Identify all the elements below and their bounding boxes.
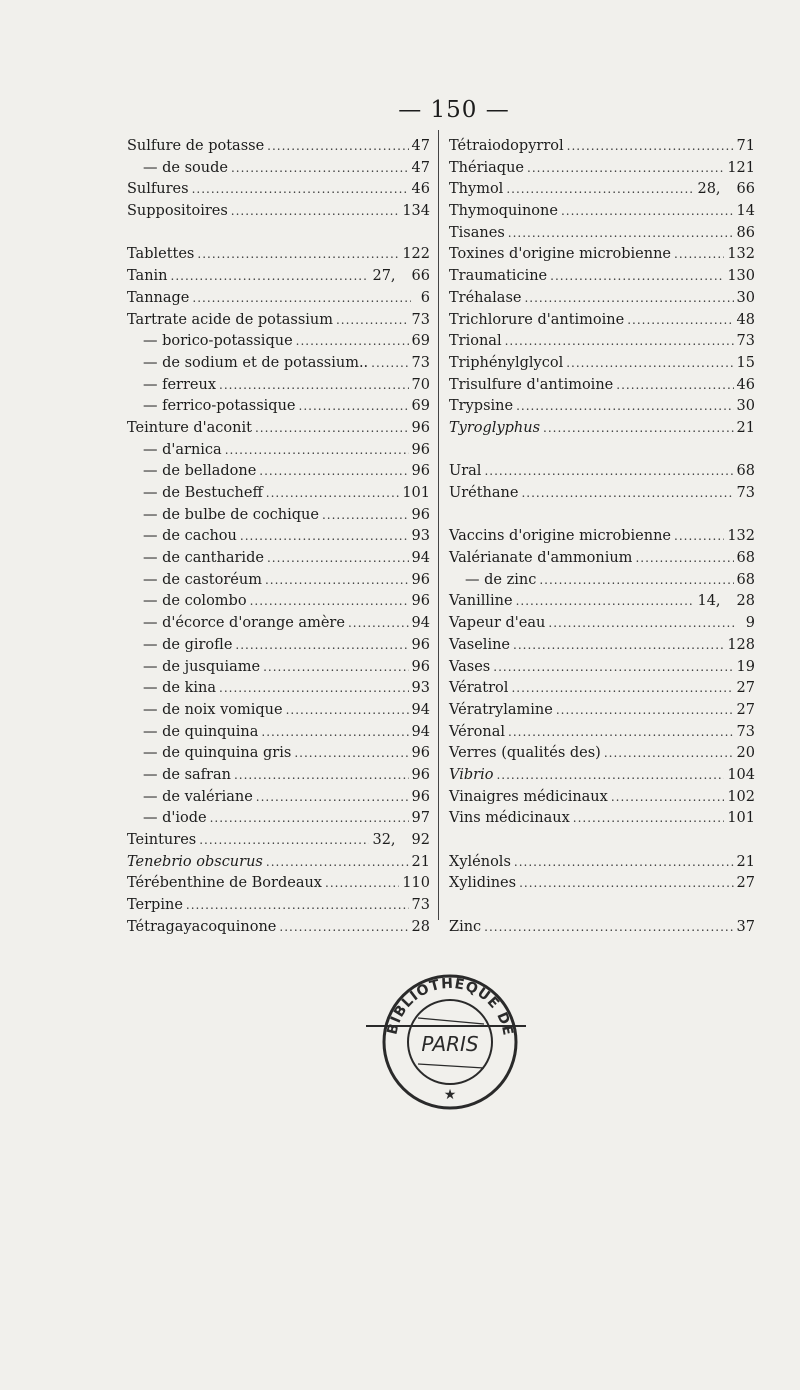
entry-page: 6 — [420, 289, 430, 306]
entry-page: 27 — [736, 875, 755, 892]
index-entry — [127, 461, 430, 483]
entry-term: — de sodium et de potassium.. — [143, 354, 369, 371]
entry-page: 128 — [727, 636, 755, 653]
entry-page: 68 — [736, 463, 755, 480]
index-entry — [449, 765, 755, 787]
entry-page: 30 — [736, 398, 755, 415]
svg-text:★: ★ — [443, 1087, 457, 1103]
dot-leader — [505, 331, 734, 353]
stamp-seal-icon — [366, 972, 528, 1112]
dot-leader — [294, 743, 408, 765]
entry-term: Traumaticine — [449, 268, 548, 285]
dot-leader — [566, 353, 733, 375]
index-entry — [449, 223, 755, 245]
index-entry — [127, 548, 430, 570]
index-entry — [449, 873, 755, 895]
index-entry — [127, 288, 430, 310]
entry-page: 47 — [411, 138, 430, 154]
dot-leader — [508, 223, 734, 245]
entry-term: — de jusquiame — [143, 658, 261, 675]
index-entry — [449, 266, 755, 288]
dot-leader — [231, 201, 400, 223]
index-entry — [449, 548, 755, 570]
dot-leader — [171, 266, 370, 288]
entry-page: 132 — [727, 528, 755, 545]
entry-term: — de quinquina — [143, 723, 259, 740]
entry-term: — de noix vomique — [143, 701, 283, 718]
dot-leader — [519, 873, 733, 895]
index-entry — [127, 808, 430, 830]
index-entry — [127, 505, 430, 527]
dot-leader — [219, 678, 409, 700]
entry-page: 132 — [727, 246, 755, 263]
dot-leader — [336, 310, 409, 332]
entry-term: Tisanes — [449, 224, 505, 241]
entry-page: 73 — [736, 723, 755, 740]
dot-leader — [210, 808, 409, 830]
entry-term: Vaseline — [449, 636, 511, 653]
dot-leader — [279, 917, 408, 939]
index-entry — [449, 396, 755, 418]
index-entry — [449, 635, 755, 657]
blank-row — [127, 223, 430, 245]
entry-page: 130 — [727, 268, 755, 285]
index-entry — [127, 722, 430, 744]
blank-row — [449, 505, 755, 527]
entry-page: 96 — [411, 745, 430, 762]
entry-term: — de valériane — [143, 788, 253, 805]
entry-term: Tartrate acide de potassium — [127, 311, 333, 328]
index-entry — [127, 418, 430, 440]
entry-page: 101 — [402, 485, 430, 501]
entry-page: 96 — [411, 658, 430, 675]
dot-leader — [250, 591, 409, 613]
entry-term: Tyroglyphus — [449, 419, 541, 436]
index-entry — [449, 743, 755, 765]
dot-leader — [556, 700, 734, 722]
index-entry — [127, 765, 430, 787]
index-column-right — [449, 136, 755, 938]
entry-page: 94 — [411, 701, 430, 718]
entry-term: Teinture d'aconit — [127, 419, 252, 436]
index-entry — [127, 678, 430, 700]
dot-leader — [256, 787, 409, 809]
entry-page: 9 — [745, 615, 755, 632]
entry-term: Tétragayacoquinone — [127, 918, 277, 935]
entry-term: Teintures — [127, 832, 197, 848]
entry-term: Xylénols — [449, 853, 511, 870]
dot-leader — [493, 657, 733, 679]
entry-page: 97 — [411, 810, 430, 827]
entry-page: 46 — [736, 376, 755, 393]
dot-leader — [192, 179, 409, 201]
index-entry — [127, 158, 430, 180]
dot-leader — [197, 244, 399, 266]
entry-page: 71 — [736, 138, 755, 154]
index-entry — [449, 244, 755, 266]
index-entry — [449, 353, 755, 375]
entry-term: Vératrol — [449, 680, 509, 697]
index-entry — [127, 895, 430, 917]
index-entry — [449, 310, 755, 332]
index-entry — [449, 375, 755, 397]
entry-term: — d'arnica — [143, 441, 222, 458]
entry-page: 94 — [411, 723, 430, 740]
dot-leader — [192, 288, 411, 310]
dot-leader — [513, 635, 724, 657]
dot-leader — [539, 570, 733, 592]
dot-leader — [550, 266, 724, 288]
entry-term: Tablettes — [127, 246, 195, 263]
entry-page: 21 — [736, 853, 755, 870]
entry-page: 96 — [411, 593, 430, 610]
dot-leader — [259, 461, 408, 483]
entry-term: Vibrio — [449, 766, 494, 783]
dot-leader — [231, 158, 409, 180]
entry-term: Thériaque — [449, 159, 525, 176]
entry-term: — de safran — [143, 766, 231, 783]
dot-leader — [627, 310, 733, 332]
entry-term: — de colombo — [143, 593, 247, 610]
dot-leader — [516, 396, 733, 418]
entry-term: Vases — [449, 658, 491, 675]
entry-term: Trichlorure d'antimoine — [449, 311, 625, 328]
entry-term: Vins médicinaux — [449, 810, 570, 827]
entry-page: 28 — [411, 918, 430, 935]
dot-leader — [616, 375, 733, 397]
index-entry — [449, 722, 755, 744]
entry-term: Térébenthine de Bordeaux — [127, 875, 322, 892]
entry-page: 121 — [727, 159, 755, 176]
entry-term: Zinc — [449, 918, 482, 935]
index-entry — [127, 591, 430, 613]
entry-term: Thymoquinone — [449, 203, 558, 220]
entry-term: Uréthane — [449, 485, 519, 501]
dot-leader — [506, 179, 694, 201]
entry-term: — d'écorce d'orange amère — [143, 615, 345, 632]
entry-page: 19 — [736, 658, 755, 675]
blank-row — [449, 440, 755, 462]
entry-page: 122 — [402, 246, 430, 263]
index-entry — [449, 613, 755, 635]
dot-leader — [235, 635, 408, 657]
entry-page: 86 — [736, 224, 755, 241]
index-entry — [449, 700, 755, 722]
dot-leader — [296, 331, 409, 353]
entry-page: 104 — [727, 766, 755, 783]
entry-term: — de castoréum — [143, 571, 262, 588]
dot-leader — [516, 591, 695, 613]
dot-leader — [674, 244, 724, 266]
index-entry — [449, 570, 755, 592]
entry-page: 73 — [411, 897, 430, 914]
index-entry — [127, 917, 430, 939]
entry-term: Tréhalase — [449, 289, 522, 306]
entry-page: 73 — [736, 485, 755, 501]
entry-term: Ural — [449, 463, 482, 480]
entry-page: 93 — [411, 528, 430, 545]
entry-term: — d'iode — [143, 810, 207, 827]
dot-leader — [511, 678, 733, 700]
entry-term: Tannage — [127, 289, 190, 306]
dot-leader — [371, 353, 408, 375]
index-entry — [449, 158, 755, 180]
index-entry — [449, 678, 755, 700]
entry-page: 96 — [411, 441, 430, 458]
entry-page: 93 — [411, 680, 430, 697]
index-entry — [449, 201, 755, 223]
index-entry — [449, 483, 755, 505]
index-entry — [127, 331, 430, 353]
entry-page: 20 — [736, 745, 755, 762]
dot-leader — [219, 375, 409, 397]
entry-page: 47 — [411, 159, 430, 176]
entry-term: Sulfure de potasse — [127, 138, 265, 154]
blank-row — [449, 830, 755, 852]
entry-term: Trisulfure d'antimoine — [449, 376, 614, 393]
dot-leader — [286, 700, 409, 722]
index-entry — [127, 179, 430, 201]
index-entry — [127, 570, 430, 592]
entry-term: Vanilline — [449, 593, 513, 610]
dot-leader — [199, 830, 369, 852]
entry-page: 15 — [736, 354, 755, 371]
stamp-center-text: PARIS — [421, 1032, 479, 1056]
dot-leader — [484, 461, 733, 483]
entry-page: 96 — [411, 506, 430, 523]
dot-leader — [234, 765, 409, 787]
entry-page: 96 — [411, 636, 430, 653]
dot-leader — [267, 136, 408, 158]
dot-leader — [514, 852, 734, 874]
dot-leader — [611, 787, 724, 809]
entry-term: Trypsine — [449, 398, 514, 415]
entry-page: 21 — [736, 419, 755, 436]
index-entry — [449, 787, 755, 809]
entry-page: 96 — [411, 463, 430, 480]
dot-leader — [527, 158, 724, 180]
entry-term: — de bulbe de cochique — [143, 506, 319, 523]
index-entry — [449, 591, 755, 613]
entry-term: Thymol — [449, 181, 504, 198]
index-entry — [127, 635, 430, 657]
entry-term: — borico-potassique — [143, 333, 293, 350]
entry-extra-page: 14, — [697, 593, 721, 610]
index-entry — [127, 201, 430, 223]
index-entry — [127, 852, 430, 874]
entry-term: Tanin — [127, 268, 168, 285]
index-entry — [449, 418, 755, 440]
index-entry — [449, 288, 755, 310]
entry-page: 68 — [736, 571, 755, 588]
index-entry — [449, 331, 755, 353]
dot-leader — [266, 483, 400, 505]
dot-leader — [299, 396, 409, 418]
entry-term: Tétraiodopyrrol — [449, 138, 564, 154]
dot-leader — [508, 722, 734, 744]
entry-page: 37 — [736, 918, 755, 935]
dot-leader — [266, 852, 409, 874]
entry-page: 69 — [411, 398, 430, 415]
entry-page: 96 — [411, 788, 430, 805]
entry-page: 68 — [736, 550, 755, 567]
entry-term: Trional — [449, 333, 502, 350]
entry-term: Terpine — [127, 897, 183, 914]
entry-page: 96 — [411, 766, 430, 783]
entry-term: — de girofle — [143, 636, 233, 653]
entry-page: 28 — [736, 593, 755, 610]
column-divider — [438, 130, 439, 920]
entry-page: 73 — [736, 333, 755, 350]
dot-leader — [348, 613, 409, 635]
entry-page: 102 — [727, 788, 755, 805]
entry-page: 70 — [411, 376, 430, 393]
entry-term: — de Bestucheff — [143, 485, 263, 501]
index-entry — [127, 743, 430, 765]
index-entry — [449, 461, 755, 483]
entry-term: — de soude — [143, 159, 228, 176]
dot-leader — [674, 526, 724, 548]
entry-page: 46 — [411, 181, 430, 198]
index-entry — [449, 136, 755, 158]
dot-leader — [548, 613, 736, 635]
entry-page: 92 — [411, 832, 430, 848]
index-entry — [449, 179, 755, 201]
index-entry — [127, 353, 430, 375]
index-entry — [127, 440, 430, 462]
dot-leader — [322, 505, 409, 527]
dot-leader — [263, 657, 408, 679]
entry-extra-page: 28, — [697, 181, 721, 198]
entry-page: 73 — [411, 311, 430, 328]
dot-leader — [267, 548, 409, 570]
index-entry — [449, 808, 755, 830]
entry-term: — ferrico-potassique — [143, 398, 296, 415]
index-entry — [449, 852, 755, 874]
index-entry — [127, 375, 430, 397]
index-entry — [127, 787, 430, 809]
index-column-left — [127, 136, 430, 938]
entry-page: 14 — [736, 203, 755, 220]
entry-page: 69 — [411, 333, 430, 350]
entry-page: 101 — [727, 810, 755, 827]
library-stamp — [366, 972, 528, 1112]
blank-row — [449, 895, 755, 917]
entry-page: 48 — [736, 311, 755, 328]
entry-page: 27 — [736, 701, 755, 718]
entry-page: 73 — [411, 354, 430, 371]
dot-leader — [186, 895, 409, 917]
dot-leader — [255, 418, 409, 440]
dot-leader — [604, 743, 734, 765]
dot-leader — [265, 570, 409, 592]
index-entry — [127, 657, 430, 679]
entry-term: — de cachou — [143, 528, 237, 545]
entry-term: Vératrylamine — [449, 701, 553, 718]
dot-leader — [484, 917, 733, 939]
entry-term: Triphénylglycol — [449, 354, 564, 371]
entry-term: — de zinc — [465, 571, 537, 588]
index-entry — [127, 830, 430, 852]
entry-term: Suppositoires — [127, 203, 228, 220]
index-entry — [127, 396, 430, 418]
index-entry — [127, 244, 430, 266]
index-entry — [127, 700, 430, 722]
index-entry — [127, 310, 430, 332]
index-entry — [127, 613, 430, 635]
dot-leader — [543, 418, 734, 440]
entry-term: — de belladone — [143, 463, 257, 480]
entry-term: Sulfures — [127, 181, 189, 198]
index-entry — [127, 873, 430, 895]
index-entry — [449, 526, 755, 548]
index-entry — [127, 136, 430, 158]
entry-term: Xylidines — [449, 875, 517, 892]
entry-page: 21 — [411, 853, 430, 870]
entry-page: 96 — [411, 419, 430, 436]
index-entry — [449, 917, 755, 939]
entry-term: Tenebrio obscurus — [127, 853, 263, 870]
index-entry — [127, 526, 430, 548]
entry-term: — de kina — [143, 680, 216, 697]
dot-leader — [635, 548, 733, 570]
dot-leader — [524, 288, 733, 310]
entry-page: 30 — [736, 289, 755, 306]
entry-page: 27 — [736, 680, 755, 697]
entry-page: 66 — [736, 181, 755, 198]
entry-page: 96 — [411, 571, 430, 588]
entry-page: 110 — [402, 875, 430, 892]
entry-extra-page: 32, — [372, 832, 396, 848]
entry-page: 94 — [411, 615, 430, 632]
dot-leader — [325, 873, 399, 895]
entry-page: 134 — [402, 203, 430, 220]
dot-leader — [567, 136, 734, 158]
entry-term: — de quinquina gris — [143, 745, 292, 762]
dot-leader — [225, 440, 409, 462]
entry-term: Vinaigres médicinaux — [449, 788, 608, 805]
entry-term: Vapeur d'eau — [449, 615, 546, 632]
entry-term: — de cantharide — [143, 550, 264, 567]
entry-page: 94 — [411, 550, 430, 567]
dot-leader — [561, 201, 734, 223]
entry-extra-page: 27, — [372, 268, 396, 285]
dot-leader — [261, 722, 408, 744]
index-entry — [127, 483, 430, 505]
entry-term: Véronal — [449, 723, 506, 740]
dot-leader — [496, 765, 724, 787]
dot-leader — [240, 526, 409, 548]
entry-page: 66 — [411, 268, 430, 285]
entry-term: Verres (qualités des) — [449, 745, 601, 762]
index-entry — [127, 266, 430, 288]
page-number: — 150 — — [398, 97, 510, 123]
entry-term: Toxines d'origine microbienne — [449, 246, 672, 263]
index-entry — [449, 657, 755, 679]
dot-leader — [521, 483, 733, 505]
entry-term: Valérianate d'ammonium — [449, 550, 633, 567]
entry-term: — ferreux — [143, 376, 217, 393]
entry-term: Vaccins d'origine microbienne — [449, 528, 671, 545]
dot-leader — [573, 808, 725, 830]
svg-text:BIBLIOTHÈQUE DE L'ÉCOLE DE PHA: BIBLIOTHÈQUE DE — [384, 975, 516, 1038]
